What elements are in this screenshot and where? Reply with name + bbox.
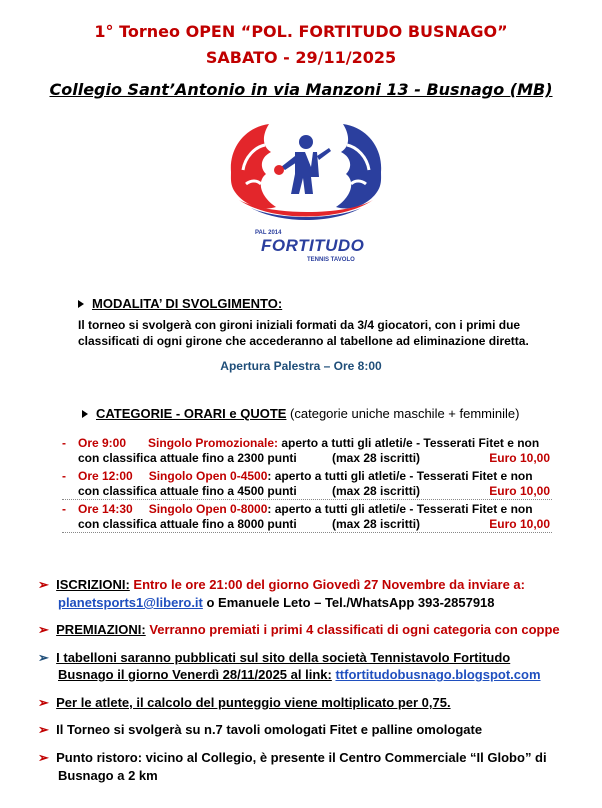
venue: Collegio Sant’Antonio in via Manzoni 13 - Busnago (MB): [49, 80, 553, 99]
modalita-body-1: Il torneo si svolgerà con gironi iniziali formati da 3/4 giocatori, con i primi due: [78, 318, 521, 332]
email-link[interactable]: planetsports1@libero.it: [58, 595, 203, 610]
club-logo: [221, 112, 391, 272]
bullet-arrow-icon: ➢: [38, 577, 49, 592]
bullet-arrow-icon: ➢: [38, 722, 49, 737]
modalita-heading: MODALITA’ DI SVOLGIMENTO:: [78, 296, 282, 311]
atlete-block: ➢ Per le atlete, il calcolo del punteggio viene moltiplicato per 0,75.: [38, 695, 451, 710]
logo-year: PAL 2014: [255, 230, 282, 236]
bullet-arrow-icon: [78, 300, 84, 308]
logo-sub: TENNIS TAVOLO: [307, 257, 355, 263]
category-item: - Ore 12:00 Singolo Open 0-4500: aperto a tutti gli atleti/e - Tesserati Fitet e non con classifica attuale fino a 4500 punti (max 28 iscritti) Euro 10,00: [62, 469, 550, 498]
tabelloni-block: ➢ I tabelloni saranno pubblicati sul sito della società Tennistavolo Fortitudo Busnago il giorno Venerdì 28/11/2025 al link: ttfortitudobusnago.blogspot.com: [38, 650, 541, 682]
title-line-1: 1° Torneo OPEN “POL. FORTITUDO BUSNAGO”: [94, 22, 508, 41]
premiazioni-block: ➢ PREMIAZIONI: Verranno premiati i primi 4 classificati di ogni categoria con coppe: [38, 622, 560, 637]
ristoro-block: ➢ Punto ristoro: vicino al Collegio, è presente il Centro Commerciale “Il Globo” di Busnago a 2 km: [38, 750, 547, 783]
bullet-arrow-icon: ➢: [38, 695, 49, 710]
bullet-arrow-icon: ➢: [38, 650, 49, 665]
category-item: - Ore 9:00 Singolo Promozionale: aperto a tutti gli atleti/e - Tesserati Fitet e non con classifica attuale fino a 2300 punti (max 28 iscritti) Euro 10,00: [62, 436, 550, 465]
category-item: - Ore 14:30 Singolo Open 0-8000: aperto a tutti gli atleti/e - Tesserati Fitet e non con classifica attuale fino a 8000 punti (max 28 iscritti) Euro 10,00: [62, 502, 550, 531]
bullet-arrow-icon: ➢: [38, 750, 49, 765]
opening-time: Apertura Palestra – Ore 8:00: [220, 359, 382, 373]
bullet-arrow-icon: [82, 410, 88, 418]
categorie-heading: CATEGORIE - ORARI e QUOTE (categorie uniche maschile + femminile): [82, 406, 519, 421]
bullet-arrow-icon: ➢: [38, 622, 49, 637]
blog-link[interactable]: ttfortitudobusnago.blogspot.com: [335, 667, 541, 682]
tavoli-block: ➢ Il Torneo si svolgerà su n.7 tavoli omologati Fitet e palline omologate: [38, 722, 483, 737]
logo-name: FORTITUDO: [261, 236, 365, 255]
modalita-body-2: classificati di ogni girone che accederanno al tabellone ad eliminazione diretta.: [78, 334, 529, 348]
title-date: SABATO - 29/11/2025: [205, 48, 397, 67]
iscrizioni-block: ➢ ISCRIZIONI: Entro le ore 21:00 del giorno Giovedì 27 Novembre da inviare a: planetsports1@libero.it o Emanuele Leto – Tel./WhatsApp 393-2857918: [38, 577, 525, 610]
